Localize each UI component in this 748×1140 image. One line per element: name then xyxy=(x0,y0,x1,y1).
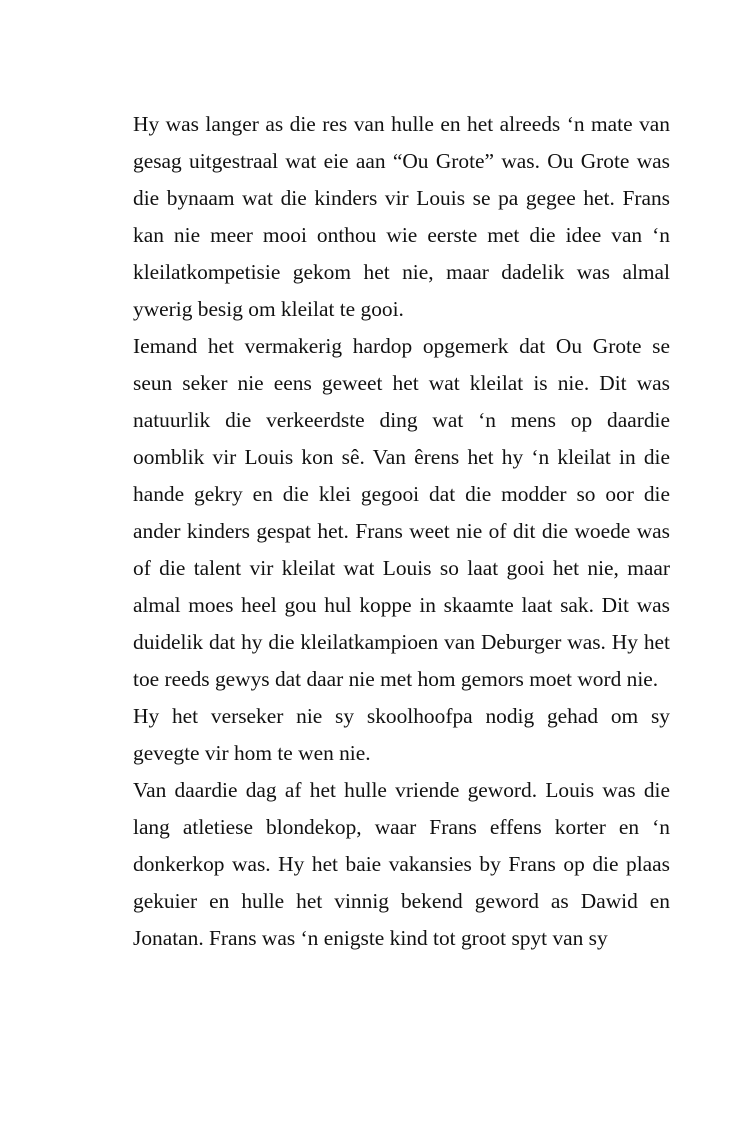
paragraph-4: Van daardie dag af het hulle vriende geword. Louis was die lang atletiese blondekop, waar Frans effens korter en ‘n donkerkop was. Hy het baie vakansies by Frans op die plaas gekuier en hulle het vinnig bekend geword as Dawid en Jonatan. Frans was ‘n enigste kind tot groot spyt van sy xyxy=(133,778,670,950)
paragraph-1: Hy was langer as die res van hulle en het alreeds ‘n mate van gesag uitgestraal wat eie aan “Ou Grote” was. Ou Grote was die bynaam wat die kinders vir Louis se pa gegee het. Frans kan nie meer mooi onthou wie eerste met die idee van ‘n kleilatkompetisie gekom het nie, maar dadelik was almal ywerig besig om kleilat te gooi. xyxy=(133,112,670,321)
paragraph-3: Hy het verseker nie sy skoolhoofpa nodig gehad om sy gevegte vir hom te wen nie. xyxy=(133,704,670,765)
body-text xyxy=(133,106,670,957)
paragraph-2: Iemand het vermakerig hardop opgemerk dat Ou Grote se seun seker nie eens geweet het wat kleilat is nie. Dit was natuurlik die verkeerdste ding wat ‘n mens op daardie oomblik vir Louis kon sê. Van êrens het hy ‘n kleilat in die hande gekry en die klei gegooi dat die modder so oor die ander kinders gespat het. Frans weet nie of dit die woede was of die talent vir kleilat wat Louis so laat gooi het nie, maar almal moes heel gou hul koppe in skaamte laat sak. Dit was duidelik dat hy die kleilatkampioen van Deburger was. Hy het toe reeds gewys dat daar nie met hom gemors moet word nie. xyxy=(133,334,670,691)
